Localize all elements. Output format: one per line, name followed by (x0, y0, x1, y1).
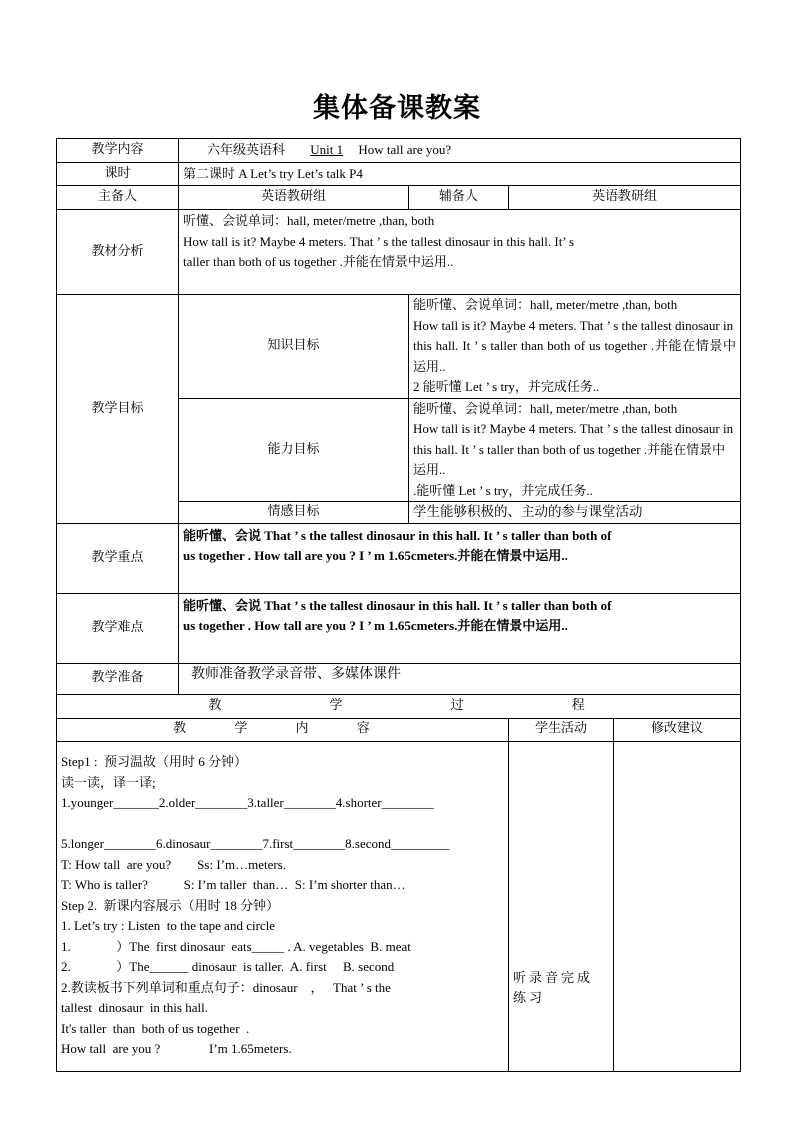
row-period (57, 163, 741, 186)
student-activity-line: 练习 (513, 991, 546, 1006)
objectives-label: 教学目标 (57, 295, 179, 524)
process-content (57, 741, 509, 1071)
process-line: tallest dinosaur in this hall. (61, 1000, 208, 1016)
row-analysis (57, 210, 741, 295)
period-value: 第二课时 A Let’s try Let’s talk P4 (179, 163, 741, 186)
knowledge-line: this hall. It ’ s taller than both of us together .并能在情景中运用.. (413, 338, 737, 374)
row-difficult-points (57, 593, 741, 663)
row-preparation (57, 663, 741, 694)
process-line: 1. ）The first dinosaur eats_____ . A. vegetables B. meat (61, 938, 411, 954)
process-line: Step 2. 新课内容展示（用时 18 分钟） (61, 897, 280, 913)
process-line: How tall are you ? I’m 1.65meters. (61, 1041, 292, 1057)
suggestion-cell (614, 741, 741, 1071)
process-header: 教 学 过 程 (57, 694, 741, 718)
key-points-text (179, 523, 741, 593)
analysis-text (179, 210, 741, 295)
analysis-line: taller than both of us together .并能在情景中运用.. (183, 254, 454, 269)
difficult-points-line: us together . How tall are you ? I ’ m 1.65cmeters.并能在情景中运用.. (183, 618, 568, 633)
key-points-line: us together . How tall are you ? I ’ m 1.65cmeters.并能在情景中运用.. (183, 548, 568, 563)
process-line: It's taller than both of us together . (61, 1020, 250, 1036)
ability-line: 能听懂、会说单词：hall, meter/metre ,than, both (413, 400, 678, 416)
emotion-goal-text: 学生能够积极的、主动的参与课堂活动 (409, 502, 741, 524)
subject-text: 六年级英语科 (207, 142, 286, 158)
ability-goal-text (409, 398, 741, 502)
analysis-line: 听懂、会说单词：hall, meter/metre ,than, both (183, 213, 435, 228)
student-activity-cell (509, 741, 614, 1071)
page-title: 集体备课教案 (313, 93, 481, 124)
process-line: 1. Let’s try : Listen to the tape and circle (61, 918, 276, 934)
content-label: 教学内容 (57, 139, 179, 163)
difficult-points-text (179, 593, 741, 663)
student-column-header: 学生活动 (509, 718, 614, 741)
process-line (61, 814, 504, 835)
assistant-value: 英语教研组 (509, 186, 741, 210)
process-line: 读一读，译一译; (61, 774, 156, 790)
process-line: T: How tall are you? Ss: I’m…meters. (61, 856, 286, 872)
process-line: T: Who is taller? S: I’m taller than… S: I’m shorter than… (61, 877, 406, 893)
knowledge-line: How tall is it? Maybe 4 meters. That ’ s the tallest dinosaur in (413, 317, 734, 333)
analysis-line: How tall is it? Maybe 4 meters. That ’ s the tallest dinosaur in this hall. It’ s (183, 233, 575, 249)
ability-line: .能听懂 Let ’ s try，并完成任务.. (413, 482, 593, 498)
process-line: 5.longer________6.dinosaur________7.first________8.second_________ (61, 836, 450, 852)
row-process-body (57, 741, 741, 1071)
unit-text: Unit 1 (310, 141, 344, 157)
row-process-header (57, 694, 741, 718)
difficult-points-label: 教学难点 (57, 593, 179, 663)
emotion-goal-label: 情感目标 (179, 502, 409, 524)
key-points-line: 能听懂、会说 That ’ s the tallest dinosaur in this hall. It ’ s taller than both of (183, 527, 612, 543)
student-activity-line: 听录音完成 (513, 970, 594, 986)
content-column-header: 教 学 内 容 (57, 718, 509, 741)
difficult-points-line: 能听懂、会说 That ’ s the tallest dinosaur in this hall. It ’ s taller than both of (183, 597, 612, 613)
content-value (179, 139, 741, 163)
row-key-points (57, 523, 741, 593)
preparation-text: 教师准备教学录音带、多媒体课件 (179, 663, 741, 694)
analysis-label: 教材分析 (57, 210, 179, 295)
ability-goal-label: 能力目标 (179, 398, 409, 502)
knowledge-line: 2 能听懂 Let ’ s try，并完成任务.. (413, 379, 600, 394)
period-label: 课时 (57, 163, 179, 186)
lesson-plan-table (56, 138, 741, 1072)
preparer-label: 主备人 (57, 186, 179, 210)
assistant-label: 辅备人 (409, 186, 509, 210)
process-line: 2. ）The______ dinosaur is taller. A. first B. second (61, 959, 395, 975)
ability-line: How tall is it? Maybe 4 meters. That ’ s the tallest dinosaur in (413, 421, 734, 436)
row-column-headers (57, 718, 741, 741)
knowledge-line: 能听懂、会说单词：hall, meter/metre ,than, both (413, 297, 678, 312)
preparation-label: 教学准备 (57, 663, 179, 694)
key-points-label: 教学重点 (57, 523, 179, 593)
knowledge-goal-label: 知识目标 (179, 295, 409, 399)
ability-line: this hall. It ’ s taller than both of us together .并能在情景中运用.. (413, 441, 726, 477)
knowledge-goal-text (409, 295, 741, 399)
row-content (57, 139, 741, 163)
row-preparer (57, 186, 741, 210)
process-line: 1.younger_______2.older________3.taller________4.shorter________ (61, 795, 434, 811)
topic-text: How tall are you? (358, 141, 452, 157)
suggest-column-header: 修改建议 (614, 718, 741, 741)
preparer-value: 英语教研组 (179, 186, 409, 210)
process-line: 2.教读板书下列单词和重点句子：dinosaur ， That ’ s the (61, 979, 391, 995)
process-line: Step1 : 预习温故（用时 6 分钟） (61, 754, 247, 770)
row-knowledge-goal (57, 295, 741, 399)
